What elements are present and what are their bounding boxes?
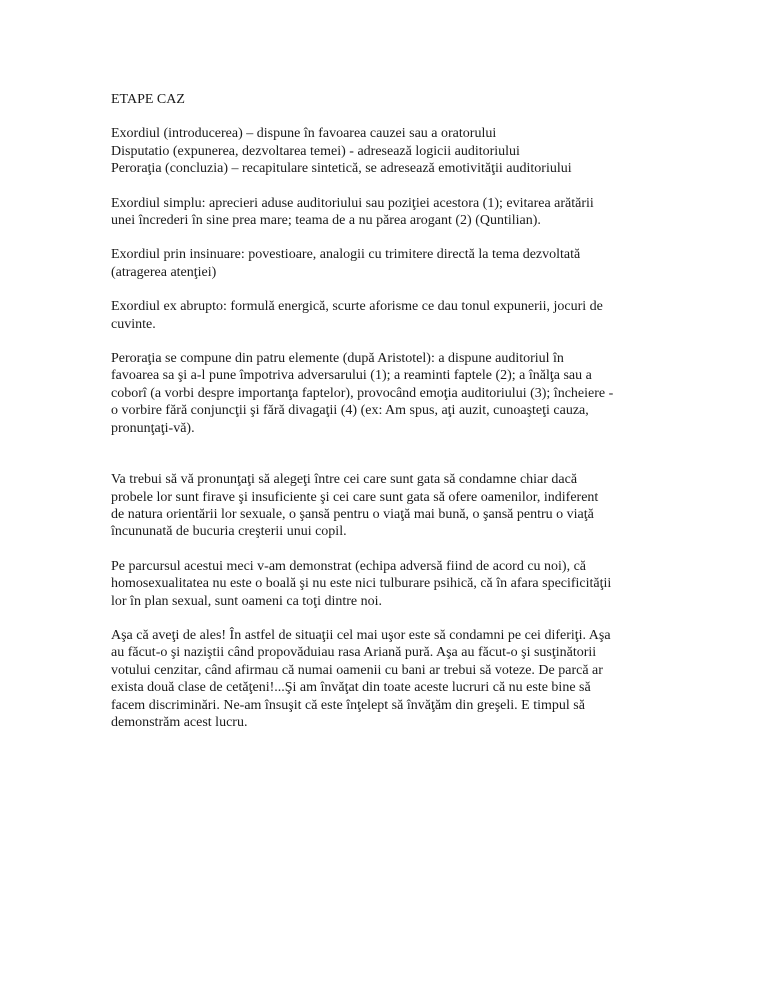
text-line: coborî (a vorbi despre importanţa faptelor), provocând emoţia auditoriului (3); încheiere - [111, 385, 614, 401]
text-line: facem discriminări. Ne-am însuşit că este înţelept să învăţăm din greşeli. E timpul să [111, 697, 585, 713]
text-line: Exordiul ex abrupto: formulă energică, scurte aforisme ce dau tonul expunerii, jocuri de [111, 299, 603, 315]
text-line: lor în plan sexual, sunt oameni ca toţi dintre noi. [111, 593, 382, 609]
paragraph-exordium-insinuation [111, 246, 671, 281]
paragraph-choose [111, 471, 671, 541]
paragraph-stages [111, 125, 671, 177]
text-line: au făcut-o şi naziştii când propovăduiau rasa Ariană pură. Aşa au făcut-o şi susţinătorii [111, 645, 597, 661]
text-line: votului cenzitar, când afirmau că numai oamenii cu bani ar trebui să voteze. De parcă ar [111, 662, 603, 678]
text-line: Aşa că aveţi de ales! În astfel de situaţii cel mai uşor este să condamni pe cei diferiţi. Aşa [111, 627, 611, 643]
text-line: cuvinte. [111, 316, 156, 332]
text-line: favoarea sa şi a-l pune împotriva adversarului (1); a reaminti faptele (2); a înălţa sau a [111, 368, 592, 384]
text-line: Va trebui să vă pronunţaţi să alegeţi între cei care sunt gata să condamne chiar dacă [111, 472, 578, 488]
document-title: ETAPE CAZ [111, 92, 185, 107]
text-line: o vorbire fără conjuncţii şi fără divagaţii (4) (ex: Am spus, aţi auzit, cunoaşteţi cauza, [111, 403, 589, 419]
text-line: încununată de bucuria creşterii unui copil. [111, 524, 347, 540]
document-body [111, 91, 671, 731]
text-line: Disputatio (expunerea, dezvoltarea temei) - adresează logicii auditoriului [111, 143, 520, 159]
text-line: pronunţaţi-vă). [111, 420, 195, 436]
text-line: Exordiul prin insinuare: povestioare, analogii cu trimitere directă la tema dezvoltată [111, 247, 581, 263]
text-line: de natura orientării lor sexuale, o şansă pentru o viaţă mai bună, o şansă pentru o viaţă [111, 506, 594, 522]
paragraph-exordium-abrupto [111, 298, 671, 333]
text-line: Peroraţia se compune din patru elemente (după Aristotel): a dispune auditoriul în [111, 351, 564, 367]
text-line: Pe parcursul acestui meci v-am demonstrat (echipa adversă fiind de acord cu noi), că [111, 558, 587, 574]
paragraph-demonstrated [111, 558, 671, 610]
text-line: unei încrederi în sine prea mare; teama de a nu părea arogant (2) (Quntilian). [111, 213, 541, 229]
text-line: homosexualitatea nu este o boală şi nu este nici tulburare psihică, că în afara specificităţii [111, 576, 612, 592]
paragraph-exordium-simple [111, 195, 671, 230]
text-line: Exordiul simplu: aprecieri aduse auditoriului sau poziţiei acestora (1); evitarea arătării [111, 195, 594, 211]
text-line: Peroraţia (concluzia) – recapitulare sintetică, se adresează emotivităţii auditoriului [111, 161, 572, 177]
text-line: exista două clase de cetăţeni!...Şi am învăţat din toate aceste lucruri că nu este bine să [111, 680, 591, 696]
text-line: (atragerea atenţiei) [111, 264, 217, 280]
paragraph-conclusion [111, 627, 671, 731]
text-line: probele lor sunt firave şi insuficiente şi cei care sunt gata să ofere oamenilor, indiferent [111, 489, 599, 505]
paragraph-peroration [111, 350, 671, 437]
text-line: Exordiul (introducerea) – dispune în favoarea cauzei sau a oratorului [111, 126, 497, 142]
text-line: demonstrăm acest lucru. [111, 714, 248, 730]
